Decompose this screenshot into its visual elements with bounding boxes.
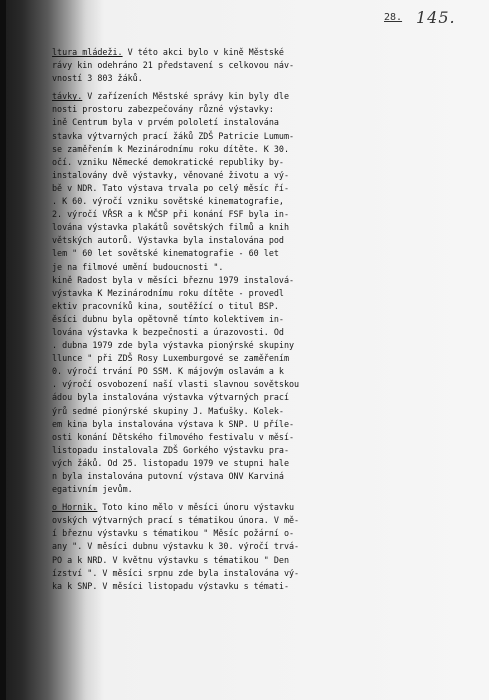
text-line: o Hornik. Toto kino mělo v měsíci únoru výstavku — [52, 502, 295, 513]
text-line: . výročí osvobození naší vlasti slavnou sovětskou — [52, 379, 300, 390]
section-heading: o Hornik. — [52, 502, 98, 513]
text-line: se zaměřením k Mezinárodnímu roku dítěte. K 30. — [52, 143, 289, 154]
text-line: je na filmové umění budoucnosti ". — [52, 261, 224, 272]
text-line: vých žáků. Od 25. listopadu 1979 ve stupni hale — [52, 457, 289, 468]
text-line: PO a k NRD. V květnu výstavku s tématikou " Den — [52, 554, 289, 565]
text-line: stavka výtvarných prací žáků ZDŠ Patricie Lumum- — [52, 130, 295, 141]
text-line: 0. výročí trvání PO SSM. K májovým oslavám a k — [52, 366, 284, 377]
text-line: lována výstavka plakátů sovětských filmů a knih — [52, 222, 289, 233]
text-line: í březnu výstavku s tématikou " Měsíc požární o- — [52, 528, 295, 539]
text-line: vností 3 803 žáků. — [52, 73, 143, 84]
text-line: egativním jevům. — [52, 484, 133, 495]
text-line: em kina byla instalována výstava k SNP. U příle- — [52, 418, 295, 429]
text-line: listopadu instalovala ZDŠ Gorkého výstavku pra- — [52, 444, 289, 455]
text-line: instalovány dvě výstavky, věnované životu a vý- — [52, 169, 289, 180]
typewritten-text-block — [52, 46, 482, 593]
text-line: ěsíci dubnu byla opětovně tímto kolektivem in- — [52, 313, 284, 324]
text-line: távky. V zařízeních Městské správy kin byly dle — [52, 91, 289, 102]
text-line: 2. výročí VŘSR a k MČSP při konání FSF byla in- — [52, 209, 289, 220]
text-line: ině Centrum byla v prvém pololetí instalována — [52, 117, 279, 128]
section-heading: ltura mládeži. — [52, 47, 123, 57]
text-line: ovských výtvarných prací s tématikou února. V mě- — [52, 515, 300, 526]
text-line: nosti prostoru zabezpečovány různé výstavky: — [52, 104, 274, 115]
text-line: kině Radost byla v měsíci březnu 1979 instalová- — [52, 274, 295, 285]
section-heading: távky. — [52, 91, 83, 102]
text-line: llunce " při ZDŠ Rosy Luxemburgové se zaměřením — [52, 353, 289, 364]
text-line: n byla instalována putovní výstava ONV Karviná — [52, 471, 284, 481]
text-line: bě v NDR. Tato výstava trvala po celý měsíc ří- — [52, 182, 289, 193]
text-line: any ". V měsíci dubnu výstavku k 30. výročí trvá- — [52, 541, 300, 552]
text-line: lem " 60 let sovětské kinematografie - 60 let — [52, 248, 279, 259]
text-line: . K 60. výročí vzniku sovětské kinematografie, — [52, 196, 284, 207]
text-line: ízství ". V měsíci srpnu zde byla instalována vý- — [52, 567, 300, 578]
page-number: 28. — [384, 12, 403, 23]
text-line: ektiv pracovníků kina, soutěžící o titul BSP. — [52, 300, 279, 311]
text-line: osti konání Dětského filmového festivalu v měsí- — [52, 431, 295, 442]
text-line: rávy kin odehráno 21 představení s celkovou náv- — [52, 60, 295, 71]
text-line: očí. vzniku Německé demokratické republiky by- — [52, 156, 284, 167]
text-line: lována výstavka k bezpečnosti a úrazovosti. Od — [52, 326, 284, 337]
text-line: větských autorů. Výstavka byla instalována pod — [52, 235, 284, 246]
handwritten-folio-number: 145. — [416, 8, 456, 27]
text-line: ýrů sedmé pionýrské skupiny J. Maťušky. Kolek- — [52, 405, 284, 416]
text-line: ltura mládeži. V této akci bylo v kině Městské — [52, 47, 284, 57]
text-line: ádou byla instalována výstavka výtvarných prací — [52, 392, 289, 403]
scan-shadow-edge — [0, 0, 6, 700]
text-line: výstavka K Mezinárodnímu roku dítěte - provedl — [52, 287, 284, 298]
text-line: . dubna 1979 zde byla výstavka pionýrské skupiny — [52, 340, 295, 351]
text-line: ka k SNP. V měsíci listopadu výstavku s témati- — [52, 580, 289, 591]
